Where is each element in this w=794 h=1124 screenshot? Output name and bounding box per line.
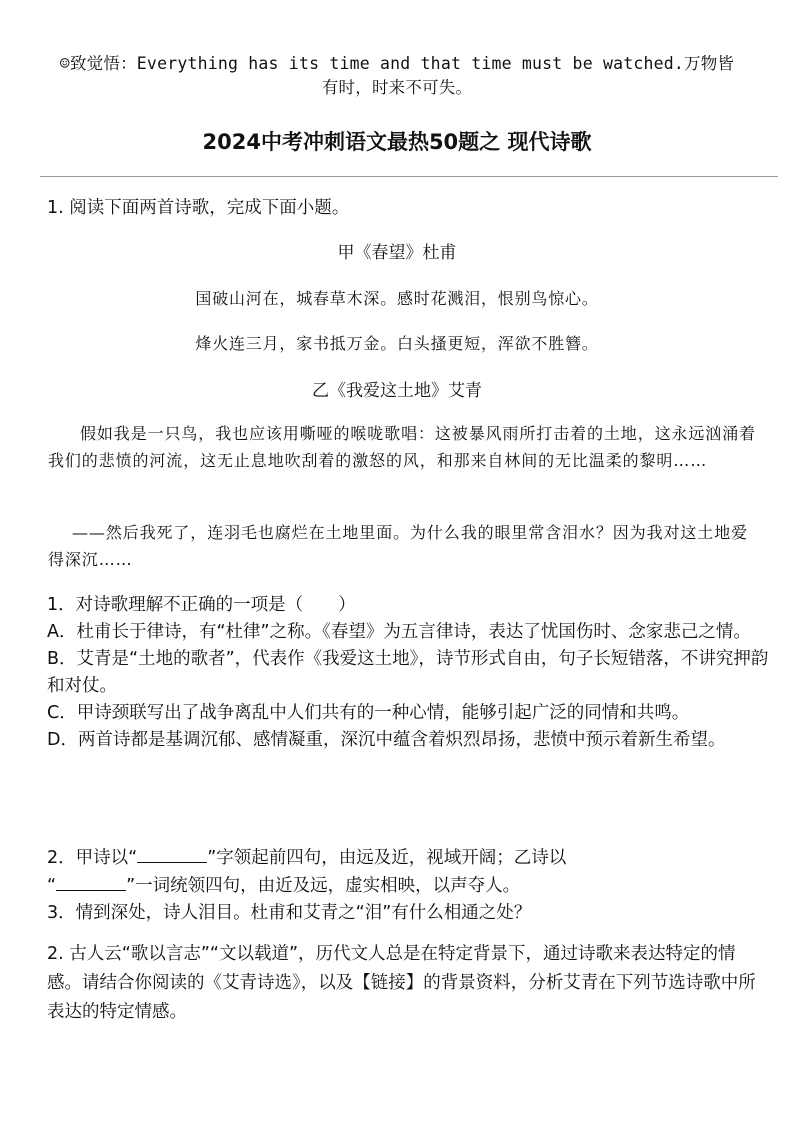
option-a: A．杜甫长于律诗，有“杜律”之称。《春望》为五言律诗，表达了忧国伤时、念家悲己之情。 <box>47 622 751 642</box>
poem-b-body-2 <box>48 519 758 573</box>
sub-question-2 <box>47 844 777 927</box>
poem-b-title <box>0 376 794 401</box>
option-d: D．两首诗都是基调沉郁、感情凝重，深沉中蕴含着炽烈昂扬，悲愤中预示着新生希望。 <box>47 730 726 750</box>
smiley-icon: ☺ <box>59 54 70 73</box>
poem-b-paragraph-2: ——然后我死了，连羽毛也腐烂在土地里面。为什么我的眼里常含泪水？因为我对这土地爱得深沉…… <box>48 523 749 569</box>
poem-b-paragraph-1: 假如我是一只鸟，我也应该用嘶哑的喉咙歌唱：这被暴风雨所打击着的土地，这永远汹涌着我们的悲愤的河流，这无止息地吹刮着的激怒的风，和那来自林间的无比温柔的黎明…… <box>48 424 757 470</box>
sub-question-1-stem: 1．对诗歌理解不正确的一项是（ ） <box>47 595 356 615</box>
option-c: C．甲诗颈联写出了战争离乱中人们共有的一种心情，能够引起广泛的同情和共鸣。 <box>47 703 690 723</box>
poem-b-name: 《我爱这土地》艾青 <box>329 381 482 401</box>
answer-blank-2[interactable] <box>56 872 126 891</box>
question-1-heading: 1. 阅读下面两首诗歌，完成下面小题。 <box>47 198 350 218</box>
motto-line-1: 致觉悟：Everything has its time and that time must be watched.万物皆 <box>70 54 735 73</box>
sub-question-2-part-3: “ <box>47 876 57 896</box>
divider <box>40 176 778 177</box>
sub-question-1 <box>47 592 777 754</box>
poem-a-name: 《春望》杜甫 <box>354 243 457 263</box>
poem-a-line-1: 国破山河在，城春草木深。感时花溅泪，恨别鸟惊心。 <box>195 289 599 308</box>
poem-a-label: 甲 <box>337 243 355 263</box>
poem-a-line-2: 烽火连三月，家书抵万金。白头搔更短，浑欲不胜簪。 <box>195 334 599 353</box>
answer-blank-1[interactable] <box>137 844 207 863</box>
question-2: 2. 古人云“歌以言志”“文以载道”，历代文人总是在特定背景下，通过诗歌来表达特定的情感。请结合你阅读的《艾青诗选》，以及【链接】的背景资料，分析艾青在下列节选诗歌中所表达的特定情感。 <box>47 944 756 1022</box>
motto-line-2: 有时，时来不可失。 <box>321 78 473 97</box>
sub-question-2-part-1: 2．甲诗以“ <box>47 848 138 868</box>
sub-question-2-part-4: ”一词统领四句，由近及远，虚实相映，以声夺人。 <box>126 876 521 896</box>
poem-b-body <box>48 420 758 474</box>
page-title: 2024中考冲刺语文最热50题之 现代诗歌 <box>202 130 592 154</box>
option-b: B．艾青是“土地的歌者”，代表作《我爱这土地》，诗节形式自由，句子长短错落，不讲究押韵和对仗。 <box>47 649 769 696</box>
sub-question-2-part-2: ”字领起前四句，由远及近，视域开阔；乙诗以 <box>207 848 567 868</box>
poem-b-label: 乙 <box>312 381 329 401</box>
sub-question-3: 3．情到深处，诗人泪目。杜甫和艾青之“泪”有什么相通之处？ <box>47 903 532 923</box>
poem-a-title <box>0 238 794 263</box>
motto <box>40 52 754 100</box>
